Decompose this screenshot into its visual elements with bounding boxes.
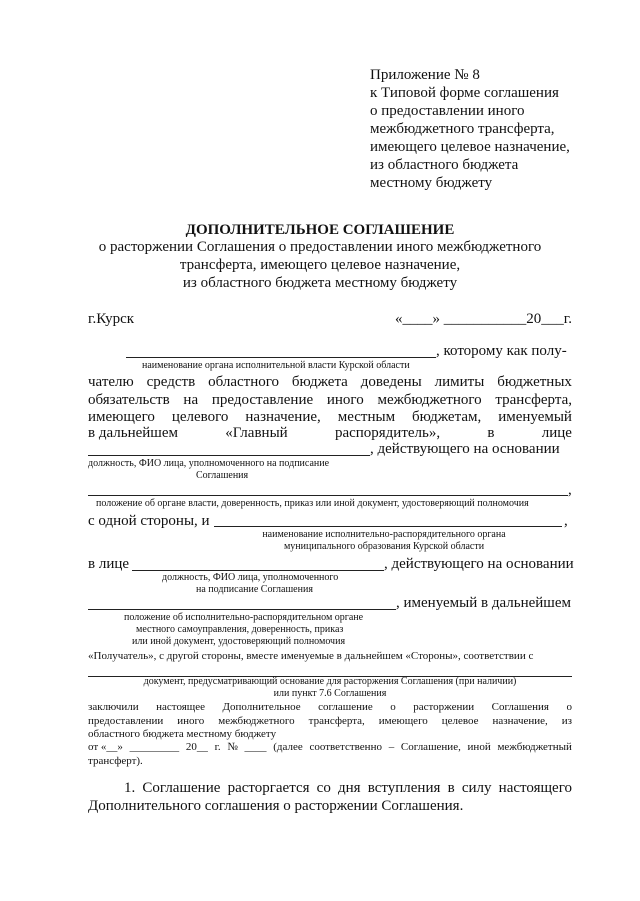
paragraph-line: чателю средств областного бюджета доведены лимиты бюджетных (88, 374, 572, 390)
field-caption: положение об органе власти, доверенность, приказ или иной документ, удостоверяющий полномочия (96, 498, 529, 509)
clause-line: Дополнительного соглашения о расторжении Соглашения. (88, 798, 464, 814)
clause-line: 1. Соглашение расторгается со дня вступления в силу настоящего (124, 780, 572, 796)
field-caption: местного самоуправления, доверенность, приказ (136, 624, 344, 635)
blank-line (88, 609, 396, 610)
paragraph-line: от «__» _________ 20__ г. № ____ (далее соответственно – Соглашение, иной межбюджетный (88, 741, 572, 753)
city: г.Курск (88, 311, 135, 327)
text-line: , действующего на основании (384, 556, 574, 572)
field-caption: документ, предусматривающий основание для расторжения Соглашения (при наличии) (143, 676, 517, 687)
appendix-line: к Типовой форме соглашения (370, 85, 559, 101)
blank-line (88, 495, 568, 496)
appendix-line: о предоставлении иного (370, 103, 525, 119)
document-subtitle-line: из областного бюджета местному бюджету (182, 275, 458, 291)
field-caption: или пункт 7.6 Соглашения (273, 688, 387, 699)
document-subtitle-line: о расторжении Соглашения о предоставлении иного межбюджетного (98, 239, 542, 255)
blank-line (126, 357, 436, 358)
appendix-line: имеющего целевое назначение, (370, 139, 570, 155)
text-line: , действующего на основании (370, 441, 560, 457)
text-line: в лице (88, 556, 130, 572)
paragraph-line: областного бюджета местному бюджету (88, 728, 277, 740)
paragraph-line: в дальнейшем «Главный распорядитель», в лице (88, 425, 572, 441)
appendix-line: из областного бюджета (370, 157, 519, 173)
text-line: с одной стороны, и (88, 513, 210, 529)
paragraph-line: имеющего целевого назначение, местным бюджетам, именуемый (88, 409, 572, 425)
field-caption: Соглашения (196, 470, 249, 481)
field-caption: наименование органа исполнительной власти Курской области (142, 360, 410, 371)
blank-line (88, 455, 370, 456)
blank-line (214, 526, 562, 527)
appendix-line: Приложение № 8 (370, 67, 480, 83)
text-line: «Получатель», с другой стороны, вместе именуемые в дальнейшем «Стороны», соответствии с (88, 650, 534, 662)
agreement-date: «____» ___________20___г. (395, 311, 572, 327)
text-line: , (568, 482, 572, 498)
blank-line (132, 570, 384, 571)
text-line: , которому как полу- (436, 343, 567, 359)
text-line: , именуемый в дальнейшем (396, 595, 572, 611)
field-caption: или иной документ, удостоверяющий полномочия (132, 636, 346, 647)
appendix-line: межбюджетного трансферта, (370, 121, 555, 137)
field-caption: должность, ФИО лица, уполномоченного (162, 572, 339, 583)
field-caption: наименование исполнительно-распорядительного органа (262, 529, 506, 540)
field-caption: положение об исполнительно-распорядительном органе (124, 612, 364, 623)
text-line: , (564, 513, 568, 529)
paragraph-line: обязательств на предоставление иного межбюджетного трансферта, (88, 392, 572, 408)
appendix-line: местному бюджету (370, 175, 493, 191)
paragraph-line: заключили настоящее Дополнительное соглашение о расторжении Соглашения о (88, 701, 572, 713)
document-subtitle-line: трансферта, имеющего целевое назначение, (179, 257, 461, 273)
field-caption: муниципального образования Курской области (283, 541, 485, 552)
paragraph-line: трансферт). (88, 755, 143, 767)
paragraph-line: предоставлении иного межбюджетного трансферта, имеющего целевое назначение, из (88, 715, 572, 727)
field-caption: на подписание Соглашения (196, 584, 313, 595)
document-title: ДОПОЛНИТЕЛЬНОЕ СОГЛАШЕНИЕ (185, 222, 455, 238)
field-caption: должность, ФИО лица, уполномоченного на подписание (88, 458, 330, 469)
